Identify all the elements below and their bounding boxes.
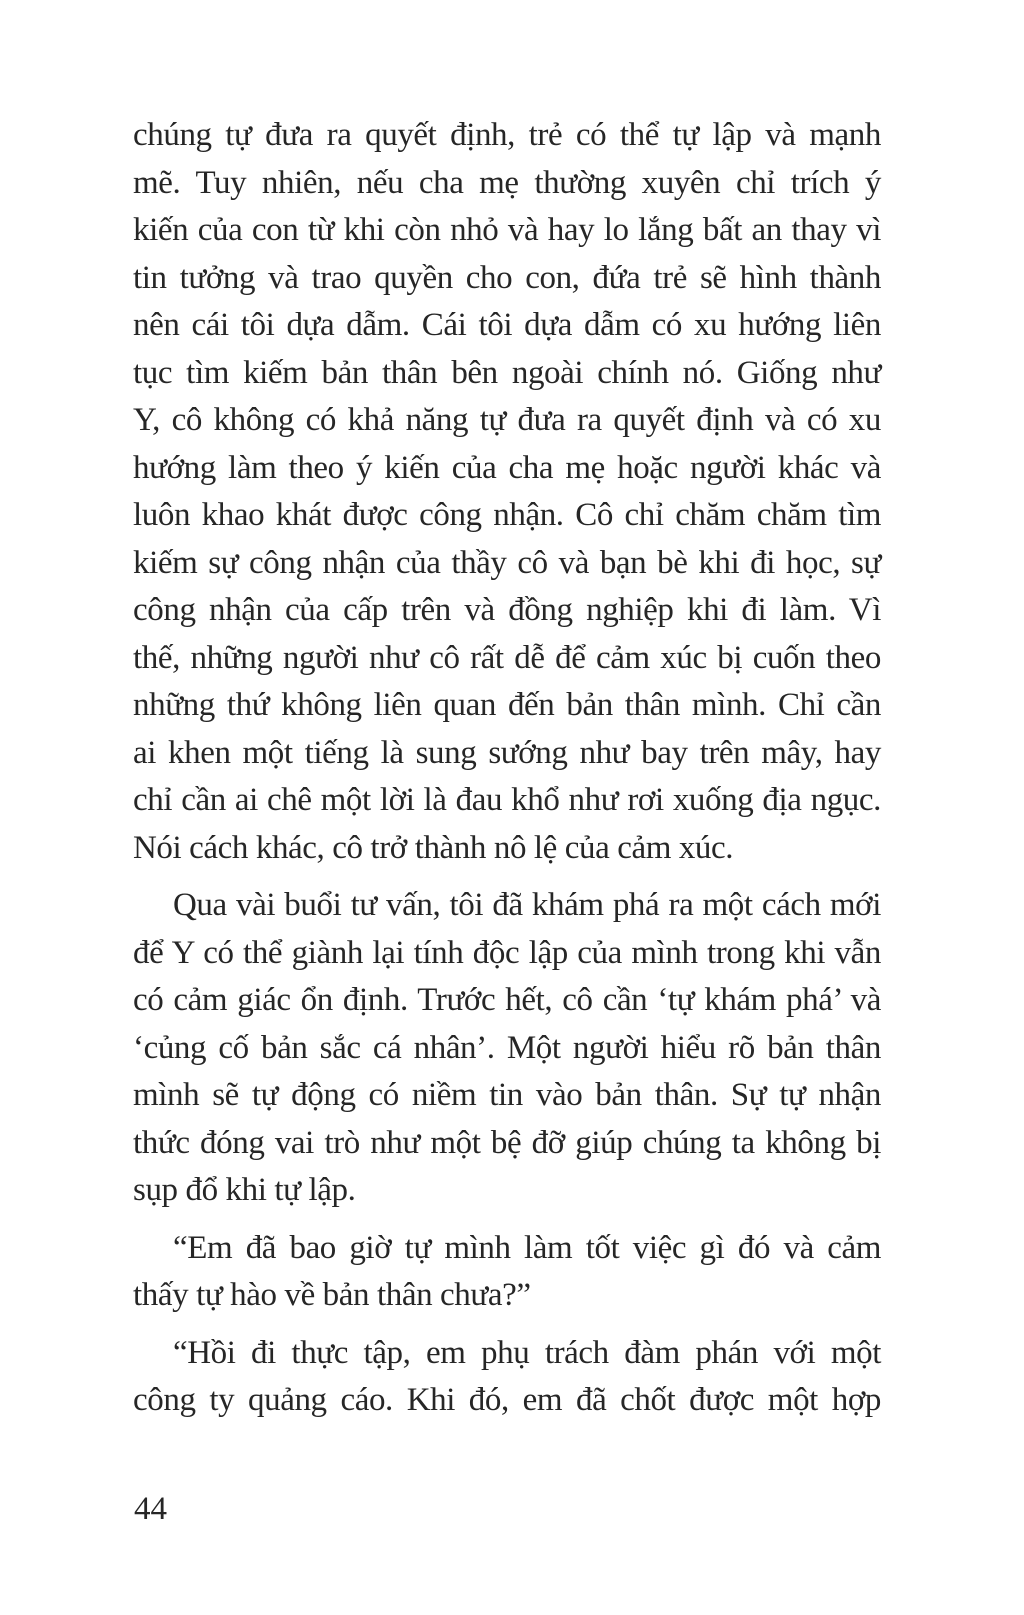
text-line: những thứ không liên quan đến bản thân mình. Chỉ cần <box>133 687 881 723</box>
text-line: Nói cách khác, cô trở thành nô lệ của cảm xúc. <box>133 829 734 866</box>
text-line: luôn khao khát được công nhận. Cô chỉ chăm chăm tìm <box>133 497 881 533</box>
text-line: hướng làm theo ý kiến của cha mẹ hoặc người khác và <box>133 449 881 486</box>
text-line: chúng tự đưa ra quyết định, trẻ có thể tự lập và mạnh <box>133 117 881 153</box>
text-line: sụp đổ khi tự lập. <box>133 1172 356 1208</box>
page-number: 44 <box>134 1491 167 1527</box>
text-line: “Em đã bao giờ tự mình làm tốt việc gì đó và cảm <box>173 1229 881 1266</box>
paragraph <box>133 1330 881 1425</box>
text-line: có cảm giác ổn định. Trước hết, cô cần ‘tự khám phá’ và <box>133 982 881 1018</box>
text-line: mẽ. Tuy nhiên, nếu cha mẹ thường xuyên chỉ trích ý <box>133 164 881 201</box>
text-line: kiếm sự công nhận của thầy cô và bạn bè khi đi học, sự <box>133 544 881 581</box>
paragraph <box>133 1225 881 1320</box>
text-line: ‘củng cố bản sắc cá nhân’. Một người hiểu rõ bản thân <box>133 1029 881 1066</box>
text-line: “Hồi đi thực tập, em phụ trách đàm phán với một <box>173 1334 881 1371</box>
text-line: tin tưởng và trao quyền cho con, đứa trẻ sẽ hình thành <box>133 259 881 296</box>
text-line: nên cái tôi dựa dẫm. Cái tôi dựa dẫm có xu hướng liên <box>133 307 881 343</box>
text-line: thế, những người như cô rất dễ để cảm xúc bị cuốn theo <box>133 639 881 676</box>
text-line: Qua vài buổi tư vấn, tôi đã khám phá ra một cách mới <box>173 887 881 923</box>
text-line: thấy tự hào về bản thân chưa?” <box>133 1277 531 1313</box>
paragraph <box>133 112 881 872</box>
text-line: công ty quảng cáo. Khi đó, em đã chốt được một hợp <box>133 1382 881 1418</box>
text-line: kiến của con từ khi còn nhỏ và hay lo lắng bất an thay vì <box>133 212 881 248</box>
text-line: tục tìm kiếm bản thân bên ngoài chính nó. Giống như <box>133 354 881 391</box>
text-line: Y, cô không có khả năng tự đưa ra quyết định và có xu <box>133 402 881 438</box>
body-text <box>133 112 881 1425</box>
text-line: ai khen một tiếng là sung sướng như bay trên mây, hay <box>133 734 881 771</box>
text-line: để Y có thể giành lại tính độc lập của mình trong khi vẫn <box>133 934 881 971</box>
text-line: mình sẽ tự động có niềm tin vào bản thân. Sự tự nhận <box>133 1077 881 1113</box>
text-line: thức đóng vai trò như một bệ đỡ giúp chúng ta không bị <box>133 1124 881 1161</box>
paragraph <box>133 882 881 1215</box>
text-line: chỉ cần ai chê một lời là đau khổ như rơi xuống địa ngục. <box>133 782 881 818</box>
text-line: công nhận của cấp trên và đồng nghiệp khi đi làm. Vì <box>133 592 881 628</box>
